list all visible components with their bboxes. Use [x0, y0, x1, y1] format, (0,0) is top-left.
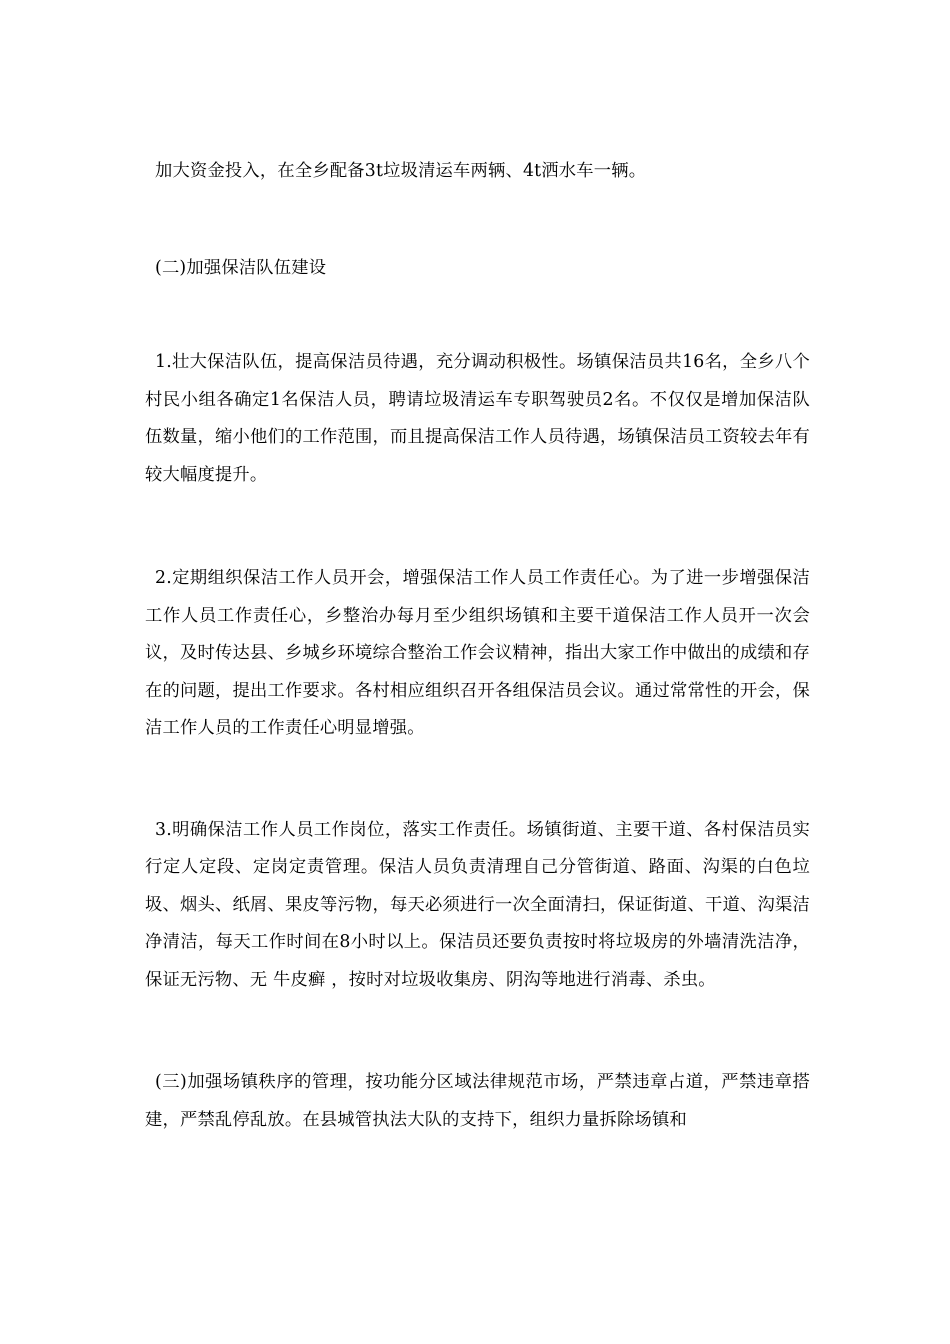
- section-heading-cleaning-team: (二)加强保洁队伍建设: [155, 257, 327, 278]
- paragraph-item-2: 2.定期组织保洁工作人员开会，增强保洁工作人员工作责任心。为了进一步增强保洁工作人员工作责任心，乡整治办每月至少组织场镇和主要干道保洁工作人员开一次会议，及时传达县、乡城乡环境综合整治工作会议精神，指出大家工作中做出的成绩和存在的问题，提出工作要求。各村相应组织召开各组保洁员会议。通过常常性的开会，保洁工作人员的工作责任心明显增强。: [145, 568, 810, 738]
- section-heading-town-order: (三)加强场镇秩序的管理，按功能分区域法律规范市场，严禁违章占道，严禁违章搭建，严禁乱停乱放。在县城管执法大队的支持下，组织力量拆除场镇和: [145, 1072, 810, 1130]
- paragraph-spacer: [145, 287, 810, 344]
- paragraph-spacer: [145, 191, 810, 250]
- paragraph-item-1: 1.壮大保洁队伍，提高保洁员待遇，充分调动积极性。场镇保洁员共16名，全乡八个村民小组各确定1名保洁人员，聘请垃圾清运车专职驾驶员2名。不仅仅是增加保洁队伍数量，缩小他们的工作范围，而且提高保洁工作人员待遇，场镇保洁员工资较去年有较大幅度提升。: [145, 352, 810, 485]
- paragraph-spacer: [145, 494, 810, 560]
- paragraph-spacer: [145, 748, 810, 812]
- paragraph-spacer: [145, 999, 810, 1064]
- paragraph-funding: 加大资金投入，在全乡配备3t垃圾清运车两辆、4t洒水车一辆。: [155, 161, 647, 181]
- document-body: [145, 153, 810, 1139]
- paragraph-item-3: 3.明确保洁工作人员工作岗位，落实工作责任。场镇街道、主要干道、各村保洁员实行定人定段、定岗定责管理。保洁人员负责清理自己分管街道、路面、沟渠的白色垃圾、烟头、纸屑、果皮等污物，每天必须进行一次全面清扫，保证街道、干道、沟渠洁净清洁，每天工作时间在8小时以上。保洁员还要负责按时将垃圾房的外墙清洗洁净，保证无污物、无 牛皮癣 ，按时对垃圾收集房、阴沟等地进行消毒、杀虫。: [145, 819, 810, 990]
